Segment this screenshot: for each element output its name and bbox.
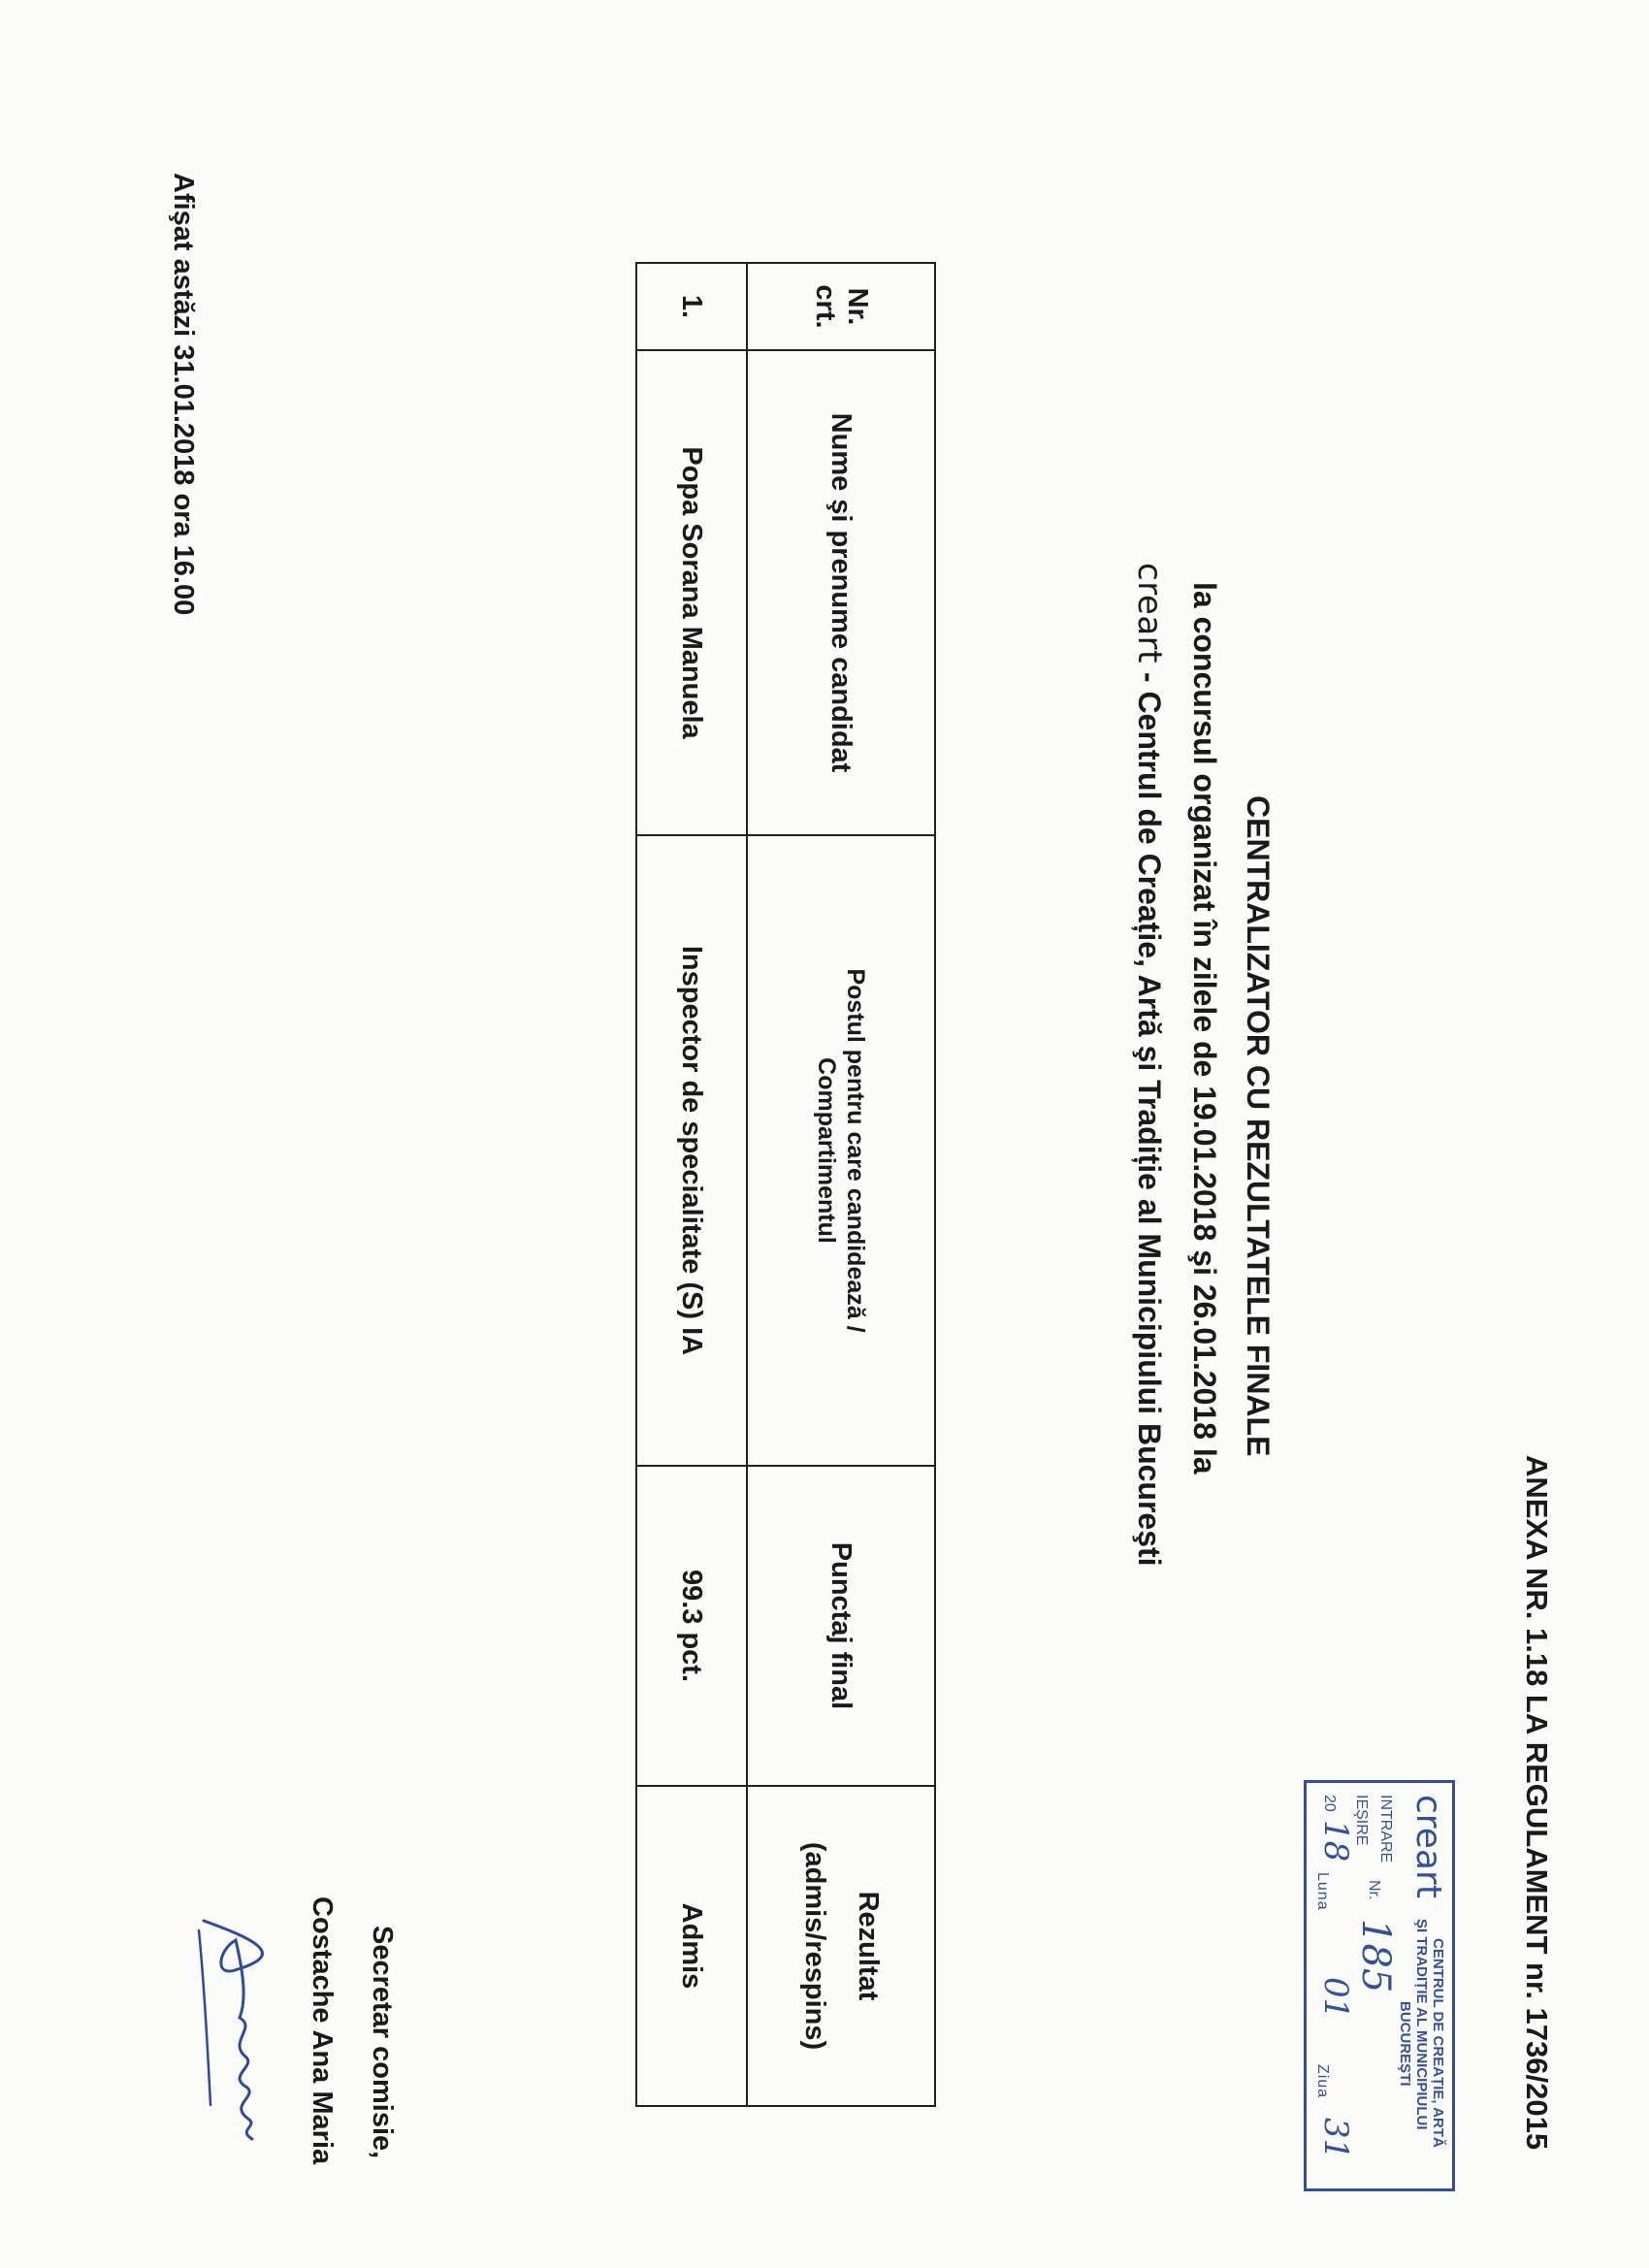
header-result [747, 1786, 935, 2106]
stamp-luna-value: 01 [1316, 1977, 1355, 2020]
table-row [636, 263, 747, 2106]
stamp-year-value: 18 [1316, 1820, 1355, 1863]
institution-line [1130, 563, 1169, 1567]
results-table [635, 262, 936, 2107]
row-result: Admis [636, 1786, 747, 2106]
header-result-line2: (admis/respins) [799, 1841, 830, 2051]
stamp-year-prefix: 20 [1321, 1795, 1338, 1812]
header-nr: Nr. crt. [747, 263, 935, 350]
header-post-line1: Postul pentru care candidează / [842, 968, 869, 1333]
row-name: Popa Sorana Manuela [636, 350, 747, 835]
row-nr: 1. [636, 263, 747, 350]
stamp-intrare-label: INTRARE [1377, 1795, 1394, 1863]
header-result-line1: Rezultat [853, 1891, 884, 2001]
document-subtitle: la concursul organizat în zilele de 19.01.2018 şi 26.01.2018 la [1187, 582, 1222, 1474]
registry-stamp [1304, 1780, 1455, 2191]
stamp-luna-label: Luna [1314, 1872, 1331, 1911]
header-name: Nume şi prenume candidat [747, 350, 935, 835]
header-post-line2: Compartimentul [813, 1057, 840, 1244]
handwritten-signature [189, 1911, 296, 2144]
row-score: 99.3 pct. [636, 1466, 747, 1786]
document-title: CENTRALIZATOR CU REZULTATELE FINALE [1241, 795, 1276, 1457]
stamp-org-line2: ŞI TRADIȚIE AL MUNICIPIULUI [1413, 1919, 1430, 2130]
stamp-org-line3: BUCUREŞTI [1397, 2001, 1413, 2087]
row-post: Inspector de specialitate (S) IA [636, 835, 747, 1466]
secretary-name: Costache Ana Maria [307, 1896, 338, 2165]
creart-logo-text: creart [1130, 563, 1169, 664]
stamp-org-line1: CENTRUL DE CREAȚIE, ARTĂ [1430, 1938, 1446, 2148]
stamp-nr-value: 185 [1353, 1919, 1398, 1993]
posted-date: Afişat astăzi 31.01.2018 ora 16.00 [168, 173, 199, 616]
stamp-ziua-label: Ziua [1314, 2064, 1331, 2099]
stamp-ziua-value: 31 [1316, 2118, 1355, 2160]
stamp-nr-label: Nr. [1366, 1880, 1382, 1900]
stamp-logo: creart [1408, 1795, 1448, 1898]
secretary-title: Secretar comisie, [367, 1926, 398, 2159]
header-post [747, 835, 935, 1466]
table-header-row [747, 263, 935, 2106]
stamp-iesire-label: IEŞIRE [1353, 1795, 1370, 1846]
annex-reference: ANEXA NR. 1.18 LA REGULAMENT nr. 1736/2015 [1520, 1455, 1554, 2151]
header-score: Punctaj final [747, 1466, 935, 1786]
institution-name: - Centrul de Creație, Artă şi Tradiție al Municipiului Bucureşti [1132, 664, 1167, 1567]
